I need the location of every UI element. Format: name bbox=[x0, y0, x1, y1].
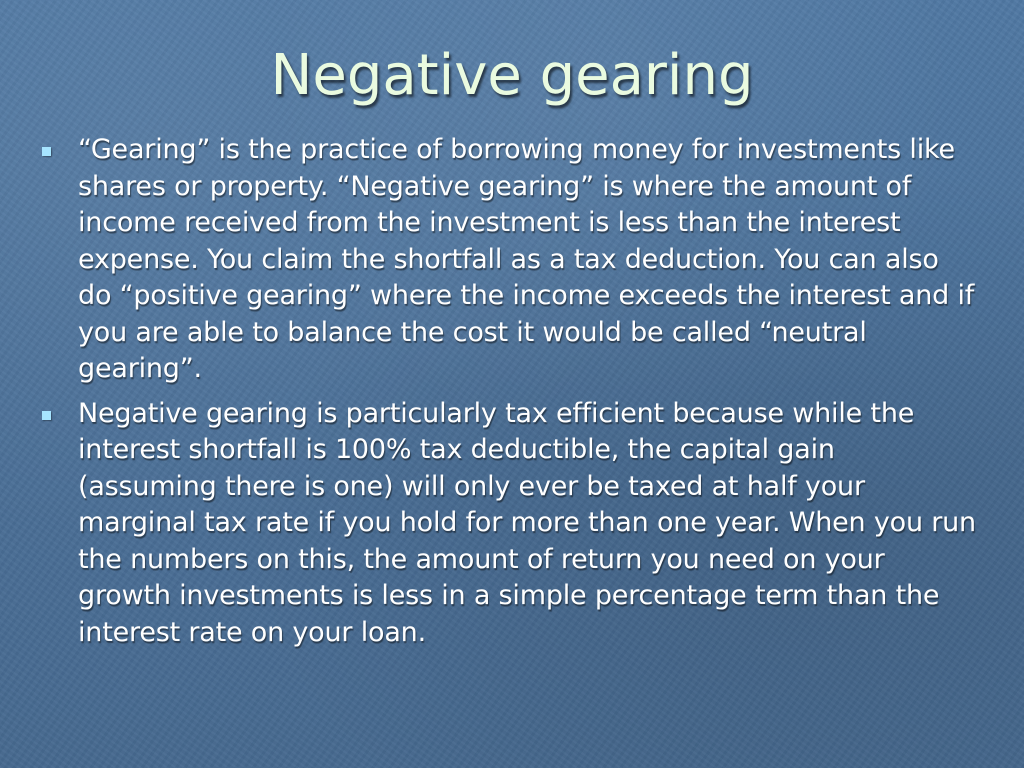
square-bullet-icon bbox=[42, 411, 51, 420]
bullet-text: “Gearing” is the practice of borrowing money for investments like shares or property. “Negative gearing” is where the amount of income received from the investment is less than the interest expense. You claim the shortfall as a tax deduction. You can also do “positive gearing” where the income exceeds the interest and if you are able to balance the cost it would be called “neutral gearing”. bbox=[78, 134, 975, 384]
bullet-list bbox=[36, 132, 976, 659]
square-bullet-icon bbox=[42, 147, 51, 156]
bullet-text: Negative gearing is particularly tax efficient because while the interest shortfall is 100% tax deductible, the capital gain (assuming there is one) will only ever be taxed at half your marginal tax rate if you hold for more than one year. When you run the numbers on this, the amount of return you need on your growth investments is less in a simple percentage term than the interest rate on your loan. bbox=[78, 397, 976, 648]
bullet-item bbox=[36, 396, 976, 652]
slide-title: Negative gearing bbox=[270, 43, 754, 108]
bullet-item bbox=[36, 132, 976, 388]
